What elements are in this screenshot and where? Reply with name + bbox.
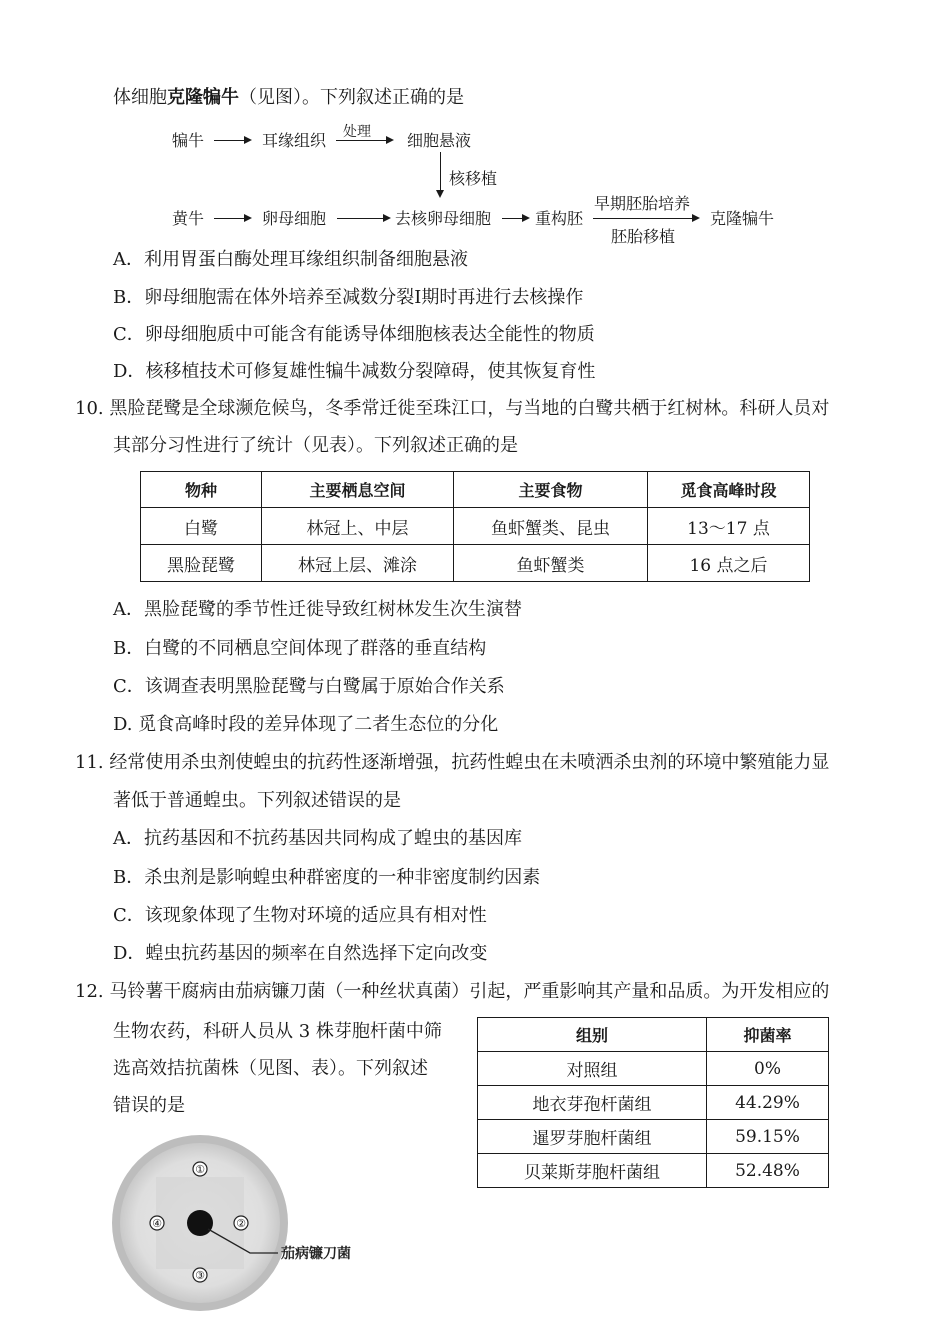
- q9-option-c[interactable]: [113, 323, 595, 347]
- node-qu-he: 去核卵母细胞: [395, 209, 492, 228]
- table-row: [478, 1120, 829, 1154]
- table-cell: 林冠上层、滩涂: [262, 545, 454, 582]
- option-label: A．: [113, 249, 144, 270]
- option-label: D.: [113, 714, 133, 735]
- node-huang-niu: 黄牛: [172, 209, 205, 228]
- fungus-colony: [187, 1210, 213, 1236]
- table-cell: 白鹭: [141, 508, 262, 545]
- label-zao-qi: 早期胚胎培养: [594, 194, 691, 213]
- option-text: 该调查表明黑脸琵鹭与白鹭属于原始合作关系: [144, 676, 505, 697]
- table-cell: 59.15%: [707, 1120, 829, 1154]
- q9-option-b[interactable]: [113, 286, 583, 310]
- arrow-1: [214, 140, 250, 141]
- option-text: 抗药基因和不抗药基因共同构成了蝗虫的基因库: [144, 828, 522, 849]
- table-cell: 0%: [707, 1052, 829, 1086]
- node-pian-niu: 犏牛: [172, 131, 205, 150]
- mark-1-text: ①: [195, 1163, 205, 1176]
- option-text: 核移植技术可修复雄性犏牛减数分裂障碍，使其恢复育性: [145, 361, 596, 382]
- node-xi-bao-xuan-ye: 细胞悬液: [407, 131, 472, 150]
- table-row: [141, 508, 810, 545]
- node-luan-mu: 卵母细胞: [262, 209, 327, 228]
- arrow-3: [214, 218, 250, 219]
- q10-stem-line2: 其部分习性进行了统计（见表）。下列叙述正确的是: [113, 435, 518, 456]
- table-header: 抑菌率: [707, 1018, 829, 1052]
- q12-stem-text1: 马铃薯干腐病由茄病镰刀菌（一种丝状真菌）引起，严重影响其产量和品质。为开发相应的: [109, 981, 830, 1002]
- mark-2-text: ②: [236, 1217, 246, 1230]
- option-text: 卵母细胞需在体外培养至减数分裂Ⅰ期时再进行去核操作: [144, 287, 584, 308]
- table-cell: 52.48%: [707, 1154, 829, 1188]
- q9-stem-prefix: 体细胞: [113, 87, 167, 108]
- table-cell: 地衣芽孢杆菌组: [478, 1086, 707, 1120]
- table-cell: 暹罗芽胞杆菌组: [478, 1120, 707, 1154]
- q10-option-a[interactable]: [113, 598, 522, 622]
- q9-stem-suffix: （见图）。下列叙述正确的是: [239, 87, 464, 108]
- option-text: 觅食高峰时段的差异体现了二者生态位的分化: [138, 714, 499, 735]
- node-chong-gou: 重构胚: [535, 209, 584, 228]
- mark-3-text: ③: [195, 1269, 205, 1282]
- option-label: C．: [113, 676, 145, 697]
- option-label: D．: [113, 943, 146, 964]
- q11-option-d[interactable]: [113, 942, 487, 966]
- arrow-5: [502, 218, 528, 219]
- table-row: [478, 1086, 829, 1120]
- option-text: 蝗虫抗药基因的频率在自然选择下定向改变: [145, 943, 488, 964]
- q10-number: 10.: [75, 398, 104, 419]
- q10-stem-text1: 黑脸琵鹭是全球濒危候鸟，冬季常迁徙至珠江口，与当地的白鹭共栖于红树林。科研人员对: [109, 398, 830, 419]
- table-cell: 贝莱斯芽胞杆菌组: [478, 1154, 707, 1188]
- table-header: 觅食高峰时段: [648, 472, 810, 508]
- table-cell: 林冠上、中层: [262, 508, 454, 545]
- table-cell: 鱼虾蟹类: [454, 545, 648, 582]
- option-text: 黑脸琵鹭的季节性迁徙导致红树林发生次生演替: [144, 599, 522, 620]
- option-label: B．: [113, 638, 145, 659]
- option-text: 杀虫剂是影响蝗虫种群密度的一种非密度制约因素: [144, 867, 541, 888]
- arrow-4: [337, 218, 389, 219]
- option-label: D．: [113, 361, 146, 382]
- q11-number: 11.: [75, 752, 104, 773]
- mark-4-text: ④: [152, 1217, 162, 1230]
- label-chu-li: 处理: [343, 124, 371, 140]
- table-header: 组别: [478, 1018, 707, 1052]
- table-row: [478, 1052, 829, 1086]
- q10-table: [140, 471, 810, 582]
- table-header-row: [478, 1018, 829, 1052]
- table-header-row: [141, 472, 810, 508]
- q11-stem-text1: 经常使用杀虫剂使蝗虫的抗药性逐渐增强，抗药性蝗虫在未喷洒杀虫剂的环境中繁殖能力显: [109, 752, 830, 773]
- q12-stem-line3: 选高效拮抗菌株（见图、表）。下列叙述: [113, 1058, 428, 1079]
- option-text: 利用胃蛋白酶处理耳缘组织制备细胞悬液: [144, 249, 468, 270]
- table-cell: 16 点之后: [648, 545, 810, 582]
- q10-option-c[interactable]: [113, 675, 505, 699]
- q9-option-d[interactable]: [113, 360, 595, 384]
- table-row: [478, 1154, 829, 1188]
- q10-stem-line1: [75, 397, 829, 421]
- q10-option-d[interactable]: [113, 713, 498, 737]
- node-ke-long: 克隆犏牛: [710, 209, 775, 228]
- q12-stem-line4: 错误的是: [113, 1095, 185, 1116]
- q12-stem-line2: 生物农药，科研人员从 3 株芽胞杆菌中筛: [113, 1021, 442, 1042]
- option-label: C．: [113, 905, 145, 926]
- label-he-yi-zhi: 核移植: [449, 169, 498, 188]
- table-row: [141, 545, 810, 582]
- table-cell: 黑脸琵鹭: [141, 545, 262, 582]
- arrow-6: [593, 218, 698, 219]
- option-label: A．: [113, 599, 144, 620]
- q12-table: [477, 1017, 829, 1188]
- arrow-2: [336, 140, 392, 141]
- q10-option-b[interactable]: [113, 637, 486, 661]
- option-label: C．: [113, 324, 145, 345]
- q12-stem-line1: [75, 980, 829, 1004]
- table-header: 主要食物: [454, 472, 648, 508]
- q9-stem: [113, 86, 464, 110]
- petri-dish-figure: [110, 1125, 380, 1340]
- q11-stem-line1: [75, 751, 829, 775]
- q12-number: 12.: [75, 981, 104, 1002]
- q9-stem-bold: 克隆犏牛: [167, 87, 239, 108]
- q11-option-c[interactable]: [113, 904, 487, 928]
- label-pei-tai-yi-zhi: 胚胎移植: [611, 227, 676, 246]
- table-cell: 鱼虾蟹类、昆虫: [454, 508, 648, 545]
- option-text: 该现象体现了生物对环境的适应具有相对性: [144, 905, 487, 926]
- q9-option-a[interactable]: [113, 248, 468, 272]
- q11-option-a[interactable]: [113, 827, 522, 851]
- option-text: 卵母细胞质中可能含有能诱导体细胞核表达全能性的物质: [144, 324, 595, 345]
- option-label: B．: [113, 867, 145, 888]
- table-header: 主要栖息空间: [262, 472, 454, 508]
- table-cell: 44.29%: [707, 1086, 829, 1120]
- q11-option-b[interactable]: [113, 866, 540, 890]
- option-label: A．: [113, 828, 144, 849]
- option-text: 白鹭的不同栖息空间体现了群落的垂直结构: [144, 638, 487, 659]
- option-label: B．: [113, 287, 145, 308]
- fungus-label: 茄病镰刀菌: [281, 1246, 351, 1262]
- node-er-yuan: 耳缘组织: [262, 131, 327, 150]
- table-cell: 13～17 点: [648, 508, 810, 545]
- table-header: 物种: [141, 472, 262, 508]
- table-cell: 对照组: [478, 1052, 707, 1086]
- q11-stem-line2: 著低于普通蝗虫。下列叙述错误的是: [113, 790, 401, 811]
- arrow-vertical: [440, 152, 441, 196]
